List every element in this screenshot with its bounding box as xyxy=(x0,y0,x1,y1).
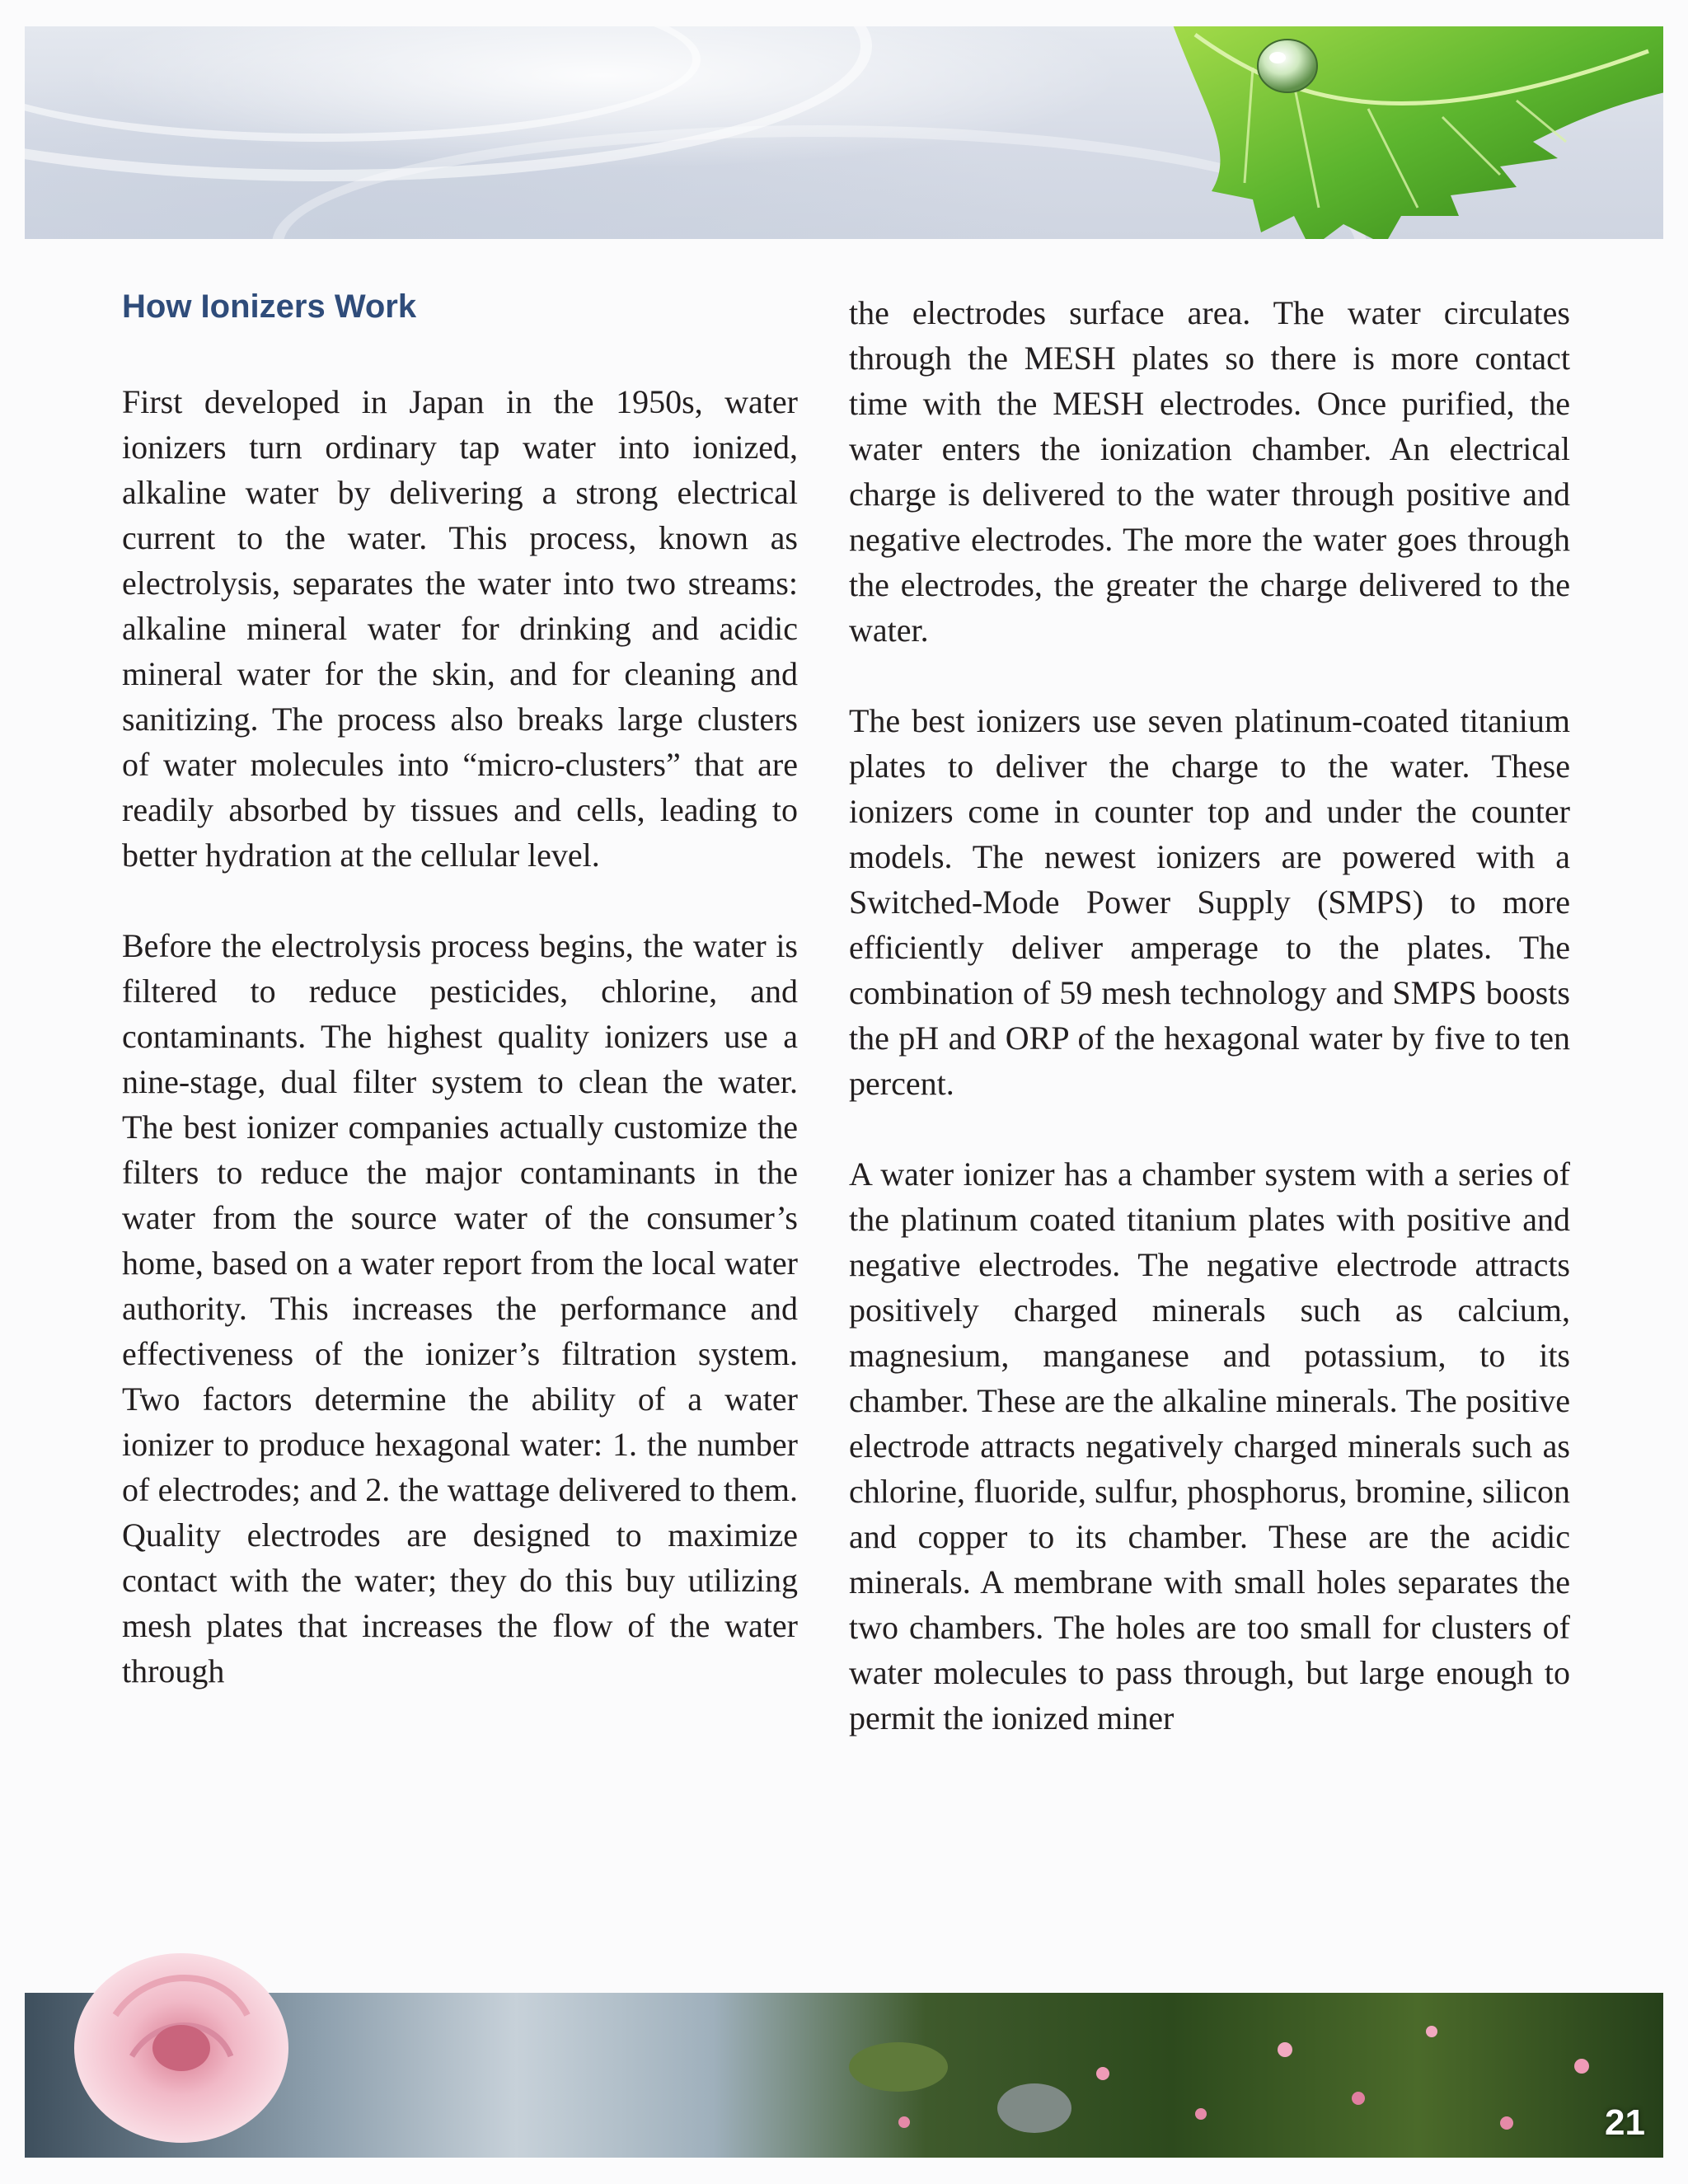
rose-icon xyxy=(58,1916,305,2163)
paragraph: Before the electrolysis process begins, the water is filtered to reduce pesticides, chlorine, and contaminants. The highest quality ionizers use a nine-stage, dual filter system to clean the water. The best ionizer companies actually customize the filters to reduce the major contaminants in the water from the source water of the consumer’s home, based on a water report from the local water authority. This increases the performance and effectiveness of the ionizer’s filtration system. Two factors determine the ability of a water ionizer to produce hexagonal water: 1. the number of electrodes; and 2. the wattage delivered to them. Quality electrodes are designed to maximize contact with the water; they do this buy utilizing mesh plates that increases the flow of the water through xyxy=(122,927,798,1690)
right-column xyxy=(849,290,1570,1741)
article-heading: How Ionizers Work xyxy=(122,288,417,325)
top-banner-image xyxy=(25,26,1663,239)
left-column xyxy=(122,379,798,1694)
paragraph: A water ionizer has a chamber system with a series of the platinum coated titanium plates with positive and negative electrodes. The negative electrode attracts positively charged minerals such as calcium, magnesium, manganese and potassium, to its chamber. These are the alkaline minerals. The positive electrode attracts negatively charged minerals such as chlorine, fluoride, sulfur, phosphorus, bromine, silicon and copper to its chamber. These are the acidic minerals. A membrane with small holes separates the two chambers. The holes are too small for clusters of water molecules to pass through, but large enough to permit the ionized miner xyxy=(849,1155,1570,1736)
paragraph: the electrodes surface area. The water circulates through the MESH plates so there is more contact time with the MESH electrodes. Once purified, the water enters the ionization chamber. An electrical charge is delivered to the water through positive and negative electrodes. The more the water goes through the electrodes, the greater the charge delivered to the water. xyxy=(849,294,1570,649)
leaf-icon xyxy=(1071,26,1663,239)
page-number: 21 xyxy=(1605,2102,1645,2143)
paragraph: The best ionizers use seven platinum-coated titanium plates to deliver the charge to the water. These ionizers come in counter top and under the counter models. The newest ionizers are powered with a Switched-Mode Power Supply (SMPS) to more efficiently deliver amperage to the plates. The combination of 59 mesh technology and SMPS boosts the pH and ORP of the hexagonal water by five to ten percent. xyxy=(849,702,1570,1102)
paragraph: First developed in Japan in the 1950s, water ionizers turn ordinary tap water into ionized, alkaline water by delivering a strong electrical current to the water. This process, known as electrolysis, separates the water into two streams: alkaline mineral water for drinking and acidic mineral water for the skin, and for cleaning and sanitizing. The process also breaks large clusters of water molecules into “micro-clusters” that are readily absorbed by tissues and cells, leading to better hydration at the cellular level. xyxy=(122,383,798,874)
